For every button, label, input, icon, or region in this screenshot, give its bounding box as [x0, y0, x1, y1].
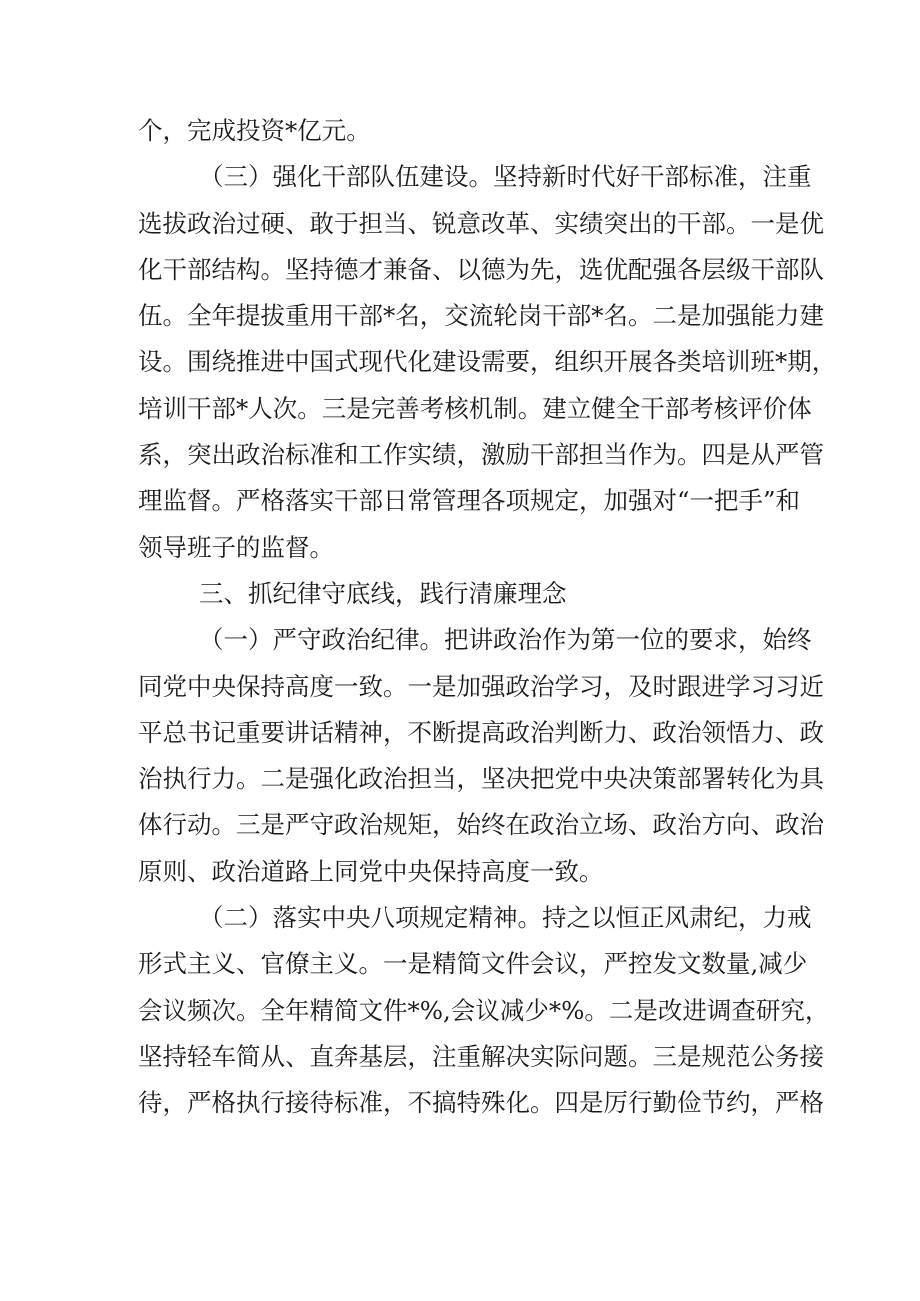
text-line: 同党中央保持高度一致。一是加强政治学习，及时跟进学习习近 [138, 671, 824, 701]
text-line: 个，完成投资*亿元。 [138, 116, 371, 145]
text-line: 坚持轻车简从、直奔基层，注重解决实际问题。三是规范公务接 [138, 1041, 824, 1071]
text-line: 理监督。严格落实干部日常管理各项规定，加强对“一把手”和 [138, 486, 801, 516]
text-line: 体行动。三是严守政治规矩，始终在政治立场、政治方向、政治 [138, 810, 824, 840]
text-line: 会议频次。全年精简文件*%,会议减少*%。二是改进调查研究， [138, 995, 830, 1025]
document-body [138, 108, 837, 1127]
text-line: 培训干部*人次。三是完善考核机制。建立健全干部考核评价体 [138, 393, 812, 423]
text-line: 系，突出政治标准和工作实绩，激励干部担当作为。四是从严管 [138, 440, 824, 470]
text-line: 伍。全年提拔重用干部*名，交流轮岗干部*名。二是加强能力建 [138, 301, 824, 331]
text-line: 选拔政治过硬、敢于担当、锐意改革、实绩突出的干部。一是优 [138, 208, 824, 238]
text-line: 原则、政治道路上同党中央保持高度一致。 [138, 856, 604, 886]
text-line: 设。围绕推进中国式现代化建设需要，组织开展各类培训班*期， [138, 347, 837, 377]
text-line: 形式主义、官僚主义。一是精简文件会议，严控发文数量,减少 [138, 949, 808, 979]
text-line: 待，严格执行接待标准，不搞特殊化。四是厉行勤俭节约，严格 [138, 1088, 824, 1118]
text-line: （三）强化干部队伍建设。坚持新时代好干部标准，注重 [199, 162, 812, 192]
text-line: 治执行力。二是强化政治担当，坚决把党中央决策部署转化为具 [138, 764, 824, 794]
section-heading: 三、抓纪律守底线，践行清廉理念 [199, 578, 567, 608]
text-line: 化干部结构。坚持德才兼备、以德为先，选优配强各层级干部队 [138, 254, 824, 284]
text-line: 领导班子的监督。 [138, 532, 334, 562]
text-line: 平总书记重要讲话精神，不断提高政治判断力、政治领悟力、政 [138, 717, 824, 747]
text-line: （二）落实中央八项规定精神。持之以恒正风肃纪，力戒 [199, 903, 812, 933]
text-line: （一）严守政治纪律。把讲政治作为第一位的要求，始终 [199, 625, 812, 655]
